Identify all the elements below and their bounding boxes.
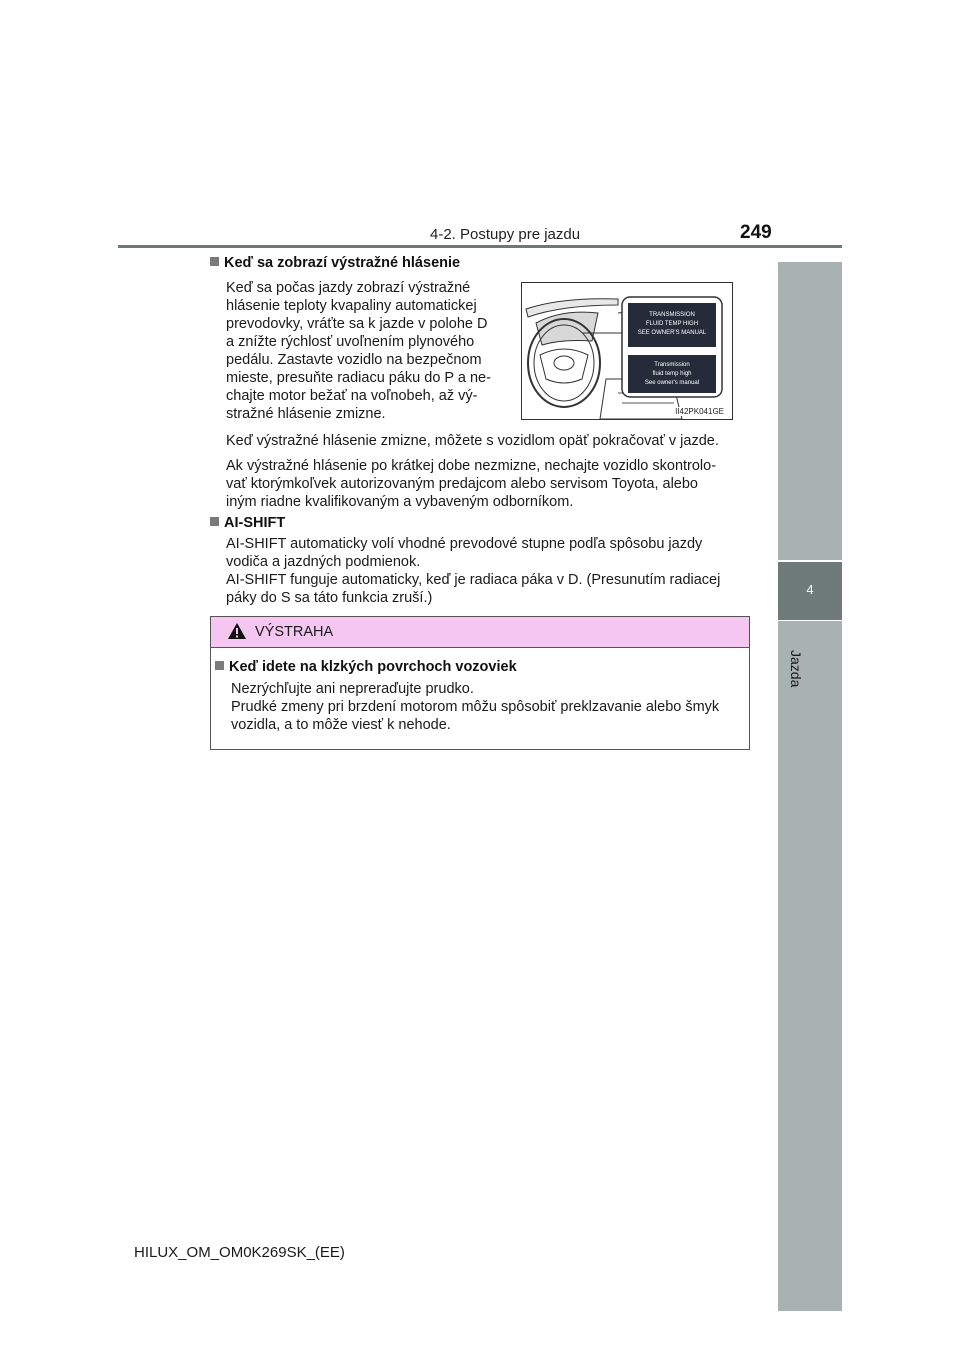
text-line: iným riadne kvalifikovaným a vybaveným odborníkom.: [226, 494, 574, 510]
display-text: Transmission: [654, 362, 690, 368]
warning-box: [210, 616, 750, 750]
display-text: FLUID TEMP HIGH: [645, 321, 699, 327]
document-code: HILUX_OM_OM0K269SK_(EE): [134, 1244, 345, 1261]
square-bullet-icon: [215, 661, 224, 670]
warning-title: VÝSTRAHA: [255, 624, 334, 640]
service-paragraph: [226, 457, 746, 511]
chapter-number: 4: [806, 582, 814, 597]
section-heading-warning-message: [210, 255, 460, 271]
header-rule: [118, 245, 842, 248]
text-line: prevodovky, vráťte sa k jazde v polohe D: [226, 316, 488, 332]
text-line: Nezrýchľujte ani nepreraďujte prudko.: [231, 681, 474, 697]
warning-header: [211, 617, 749, 648]
chapter-tab-upper: [778, 262, 842, 560]
text-line: Prudké zmeny pri brzdení motorom môžu spôsobiť preklzavanie alebo šmyk: [231, 699, 720, 715]
text-line: Ak výstražné hlásenie po krátkej dobe nezmizne, nechajte vozidlo skontrolo-: [226, 458, 717, 474]
text-line: Keď sa počas jazdy zobrazí výstražné: [226, 280, 471, 296]
text-line: stražné hlásenie zmizne.: [226, 406, 386, 422]
square-bullet-icon: [210, 517, 219, 526]
text-line: pedálu. Zastavte vozidlo na bezpečnom: [226, 352, 482, 368]
chapter-tab-lower: [778, 621, 842, 1311]
resume-paragraph: Keď výstražné hlásenie zmizne, môžete s vozidlom opäť pokračovať v jazde.: [226, 433, 719, 449]
warning-subheading-text: Keď idete na klzkých povrchoch vozoviek: [229, 659, 517, 675]
instrument-panel-illustration: [521, 282, 733, 420]
display-text: SEE OWNER'S MANUAL: [637, 330, 707, 336]
chapter-label: Jazda: [788, 650, 804, 688]
page-number: 249: [740, 222, 772, 243]
warning-triangle-icon: [227, 622, 247, 640]
warning-body: [231, 680, 745, 734]
section-heading-text: Keď sa zobrazí výstražné hlásenie: [224, 255, 461, 271]
steering-wheel-illustration: [522, 283, 732, 419]
section-heading-text: AI-SHIFT: [224, 515, 286, 531]
chapter-tab-number: [778, 562, 842, 620]
ai-shift-paragraph: [226, 535, 746, 607]
text-line: mieste, presuňte radiacu páku do P a ne-: [226, 370, 491, 386]
section-title: 4-2. Postupy pre jazdu: [430, 226, 581, 243]
text-line: vodiča a jazdných podmienok.: [226, 554, 421, 570]
text-line: a znížte rýchlosť uvoľnením plynového: [226, 334, 475, 350]
text-line: páky do S sa táto funkcia zruší.): [226, 590, 433, 606]
section-heading-ai-shift: [210, 515, 285, 531]
square-bullet-icon: [210, 257, 219, 266]
text-line: vať ktorýmkoľvek autorizovaným predajcom alebo servisom Toyota, alebo: [226, 476, 699, 492]
display-text: fluid temp high: [652, 371, 692, 377]
intro-paragraph: [226, 279, 506, 423]
text-line: chajte motor bežať na voľnobeh, až vý-: [226, 388, 478, 404]
figure-code: II42PK041GE: [675, 407, 724, 416]
text-line: AI-SHIFT automaticky volí vhodné prevodové stupne podľa spôsobu jazdy: [226, 536, 703, 552]
display-text: TRANSMISSION: [649, 312, 695, 318]
text-line: vozidla, a to môže viesť k nehode.: [231, 717, 451, 733]
display-text: See owner's manual: [644, 380, 700, 386]
text-line: hlásenie teploty kvapaliny automatickej: [226, 298, 477, 314]
warning-subheading: [215, 659, 517, 675]
text-line: AI-SHIFT funguje automaticky, keď je radiaca páka v D. (Presunutím radiacej: [226, 572, 721, 588]
